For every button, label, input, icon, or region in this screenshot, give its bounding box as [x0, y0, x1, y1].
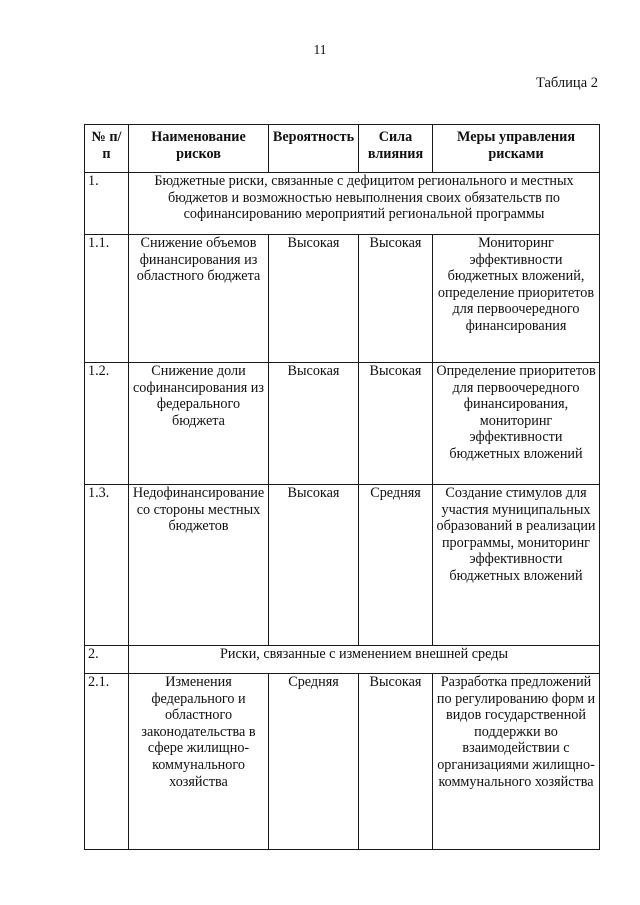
- risk-impact: Высокая: [359, 363, 433, 485]
- table-caption: Таблица 2: [535, 75, 598, 91]
- table-row: [85, 363, 600, 485]
- risk-name: Изменения федерального и областного законодательства в сфере жилищно-коммунального хозяйства: [129, 674, 269, 850]
- row-number: 1.3.: [85, 485, 129, 646]
- risk-probability: Высокая: [269, 235, 359, 363]
- header-name: Наименование рисков: [129, 125, 269, 173]
- table-row: [85, 485, 600, 646]
- risk-measures: Определение приоритетов для первоочередного финансирования, мониторинг эффективности бюджетных вложений: [433, 363, 600, 485]
- risk-impact: Высокая: [359, 674, 433, 850]
- risk-measures: Мониторинг эффективности бюджетных вложений, определение приоритетов для первоочередного финансирования: [433, 235, 600, 363]
- risk-table: [84, 124, 600, 850]
- table-header-row: [85, 125, 600, 173]
- section-row: [85, 173, 600, 235]
- risk-impact: Средняя: [359, 485, 433, 646]
- row-number: 1.1.: [85, 235, 129, 363]
- header-measures: Меры управления рисками: [433, 125, 600, 173]
- risk-name: Недофинансирование со стороны местных бюджетов: [129, 485, 269, 646]
- row-number: 2.1.: [85, 674, 129, 850]
- section-number: 2.: [85, 646, 129, 674]
- table-row: [85, 674, 600, 850]
- risk-measures: Разработка предложений по регулированию форм и видов государственной поддержки во взаимодействии с организациями жилищно-коммунального хозяйства: [433, 674, 600, 850]
- header-impact: Сила влияния: [359, 125, 433, 173]
- section-title: Бюджетные риски, связанные с дефицитом регионального и местных бюджетов и возможностью невыполнения своих обязательств по софинансированию мероприятий региональной программы: [129, 173, 600, 235]
- risk-probability: Средняя: [269, 674, 359, 850]
- section-title: Риски, связанные с изменением внешней среды: [129, 646, 600, 674]
- header-probability: Вероятность: [269, 125, 359, 173]
- risk-measures: Создание стимулов для участия муниципальных образований в реализации программы, мониторинг эффективности бюджетных вложений: [433, 485, 600, 646]
- table-row: [85, 235, 600, 363]
- risk-probability: Высокая: [269, 485, 359, 646]
- risk-name: Снижение доли софинансирования из федерального бюджета: [129, 363, 269, 485]
- risk-probability: Высокая: [269, 363, 359, 485]
- header-num: № п/п: [85, 125, 129, 173]
- page-number: 11: [313, 42, 327, 57]
- risk-name: Снижение объемов финансирования из областного бюджета: [129, 235, 269, 363]
- row-number: 1.2.: [85, 363, 129, 485]
- section-number: 1.: [85, 173, 129, 235]
- section-row: [85, 646, 600, 674]
- risk-impact: Высокая: [359, 235, 433, 363]
